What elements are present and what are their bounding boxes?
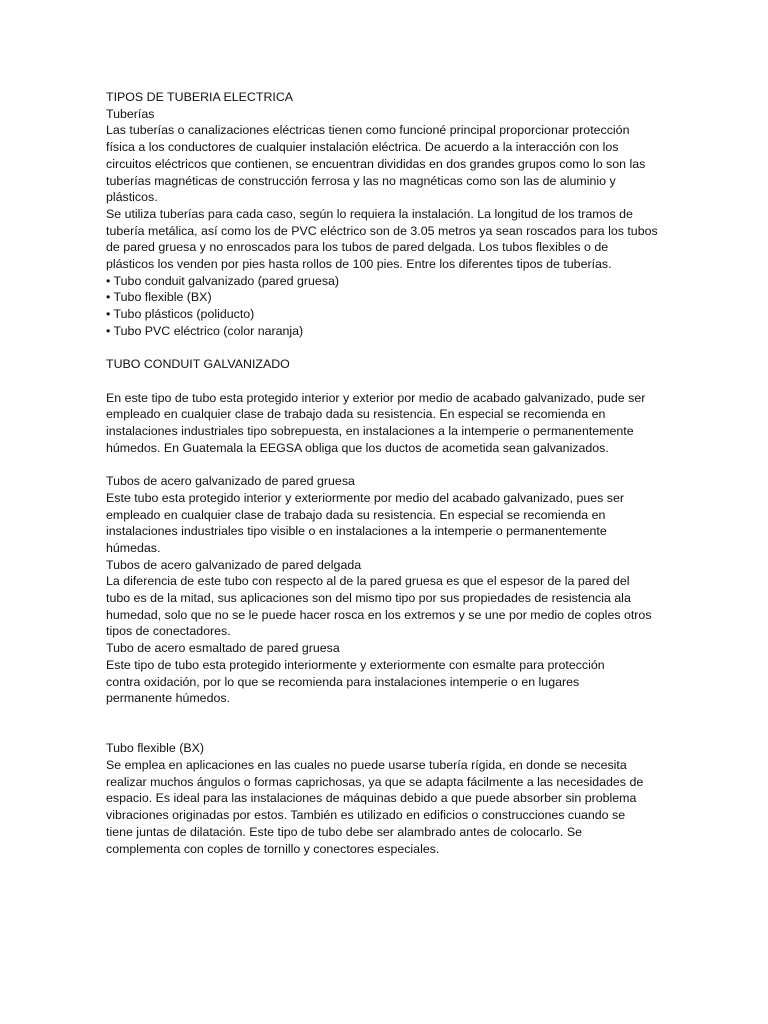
paragraph-line: permanente húmedos. bbox=[106, 691, 230, 706]
paragraph-line: Este tubo esta protegido interior y exteriormente por medio del acabado galvanizado, pues ser bbox=[106, 490, 624, 505]
paragraph-line: circuitos eléctricos que contienen, se encuentran divididas en dos grandes grupos como lo son las bbox=[106, 156, 646, 171]
paragraph-line: húmedos. En Guatemala la EEGSA obliga que los ductos de acometida sean galvanizados. bbox=[106, 440, 609, 455]
bullet-item: • Tubo flexible (BX) bbox=[106, 290, 212, 305]
paragraph-line: física a los conductores de cualquier instalación eléctrica. De acuerdo a la interacción con los bbox=[106, 140, 619, 155]
paragraph-line: realizar muchos ángulos o formas caprichosas, ya que se adapta fácilmente a las necesidades de bbox=[106, 774, 644, 789]
section-heading-flexible: Tubo flexible (BX) bbox=[106, 741, 205, 756]
bullet-item: • Tubo conduit galvanizado (pared gruesa) bbox=[106, 273, 340, 288]
paragraph-line: plásticos los venden por pies hasta rollos de 100 pies. Entre los diferentes tipos de tuberías. bbox=[106, 257, 612, 272]
paragraph-line: contra oxidación, por lo que se recomienda para instalaciones intemperie o en lugares bbox=[106, 674, 580, 689]
document-body bbox=[106, 89, 666, 857]
paragraph-line: instalaciones industriales tipo visible o en instalaciones a la intemperie o permanentemente bbox=[106, 524, 607, 539]
paragraph-line: tipos de conectadores. bbox=[106, 624, 231, 639]
paragraph-line: complementa con coples de tornillo y conectores especiales. bbox=[106, 841, 440, 856]
paragraph-line: La diferencia de este tubo con respecto al de la pared gruesa es que el espesor de la pared del bbox=[106, 574, 630, 589]
bullet-item: • Tubo plásticos (poliducto) bbox=[106, 307, 255, 322]
paragraph-line: tubo es de la mitad, sus aplicaciones son del mismo tipo por sus propiedades de resistencia ala bbox=[106, 591, 631, 606]
paragraph-line: plásticos. bbox=[106, 190, 158, 205]
blank-lines bbox=[106, 707, 666, 740]
paragraph-line: Las tuberías o canalizaciones eléctricas tienen como funcioné principal proporcionar protección bbox=[106, 123, 630, 138]
paragraph-line: instalaciones industriales tipo sobrepuesta, en instalaciones a la intemperie o permanentemente bbox=[106, 424, 634, 439]
paragraph-line: húmedas. bbox=[106, 540, 161, 555]
paragraph-line: vibraciones originadas por estos. También es utilizado en edificios o construcciones cuando se bbox=[106, 808, 626, 823]
paragraph-line: En este tipo de tubo esta protegido interior y exterior por medio de acabado galvanizado, pude ser bbox=[106, 390, 646, 405]
paragraph-line: Se emplea en aplicaciones en las cuales no puede usarse tubería rígida, en donde se necesita bbox=[106, 758, 627, 773]
paragraph-line: Se utiliza tuberías para cada caso, según lo requiera la instalación. La longitud de los tramos de bbox=[106, 206, 633, 221]
document-title: TIPOS DE TUBERIA ELECTRICA bbox=[106, 90, 294, 104]
paragraph-line: empleado en cualquier clase de trabajo dada su resistencia. En especial se recomienda en bbox=[106, 407, 606, 422]
paragraph-line: tiene juntas de dilatación. Este tipo de tubo debe ser alambrado antes de colocarlo. Se bbox=[106, 824, 582, 839]
paragraph-line: empleado en cualquier clase de trabajo dada su resistencia. En especial se recomienda en bbox=[106, 507, 606, 522]
blank-line bbox=[106, 373, 666, 390]
paragraph-line: Este tipo de tubo esta protegido interiormente y exteriormente con esmalte para protección bbox=[106, 657, 605, 672]
paragraph-line: tubería metálica, así como los de PVC eléctrico son de 3.05 metros ya sean roscados para los tubos bbox=[106, 223, 658, 238]
section-heading-pared-delgada: Tubos de acero galvanizado de pared delgada bbox=[106, 557, 362, 572]
paragraph-line: de pared gruesa y no enroscados para los tubos de pared delgada. Los tubos flexibles o de bbox=[106, 240, 609, 255]
bullet-item: • Tubo PVC eléctrico (color naranja) bbox=[106, 323, 304, 338]
blank-line bbox=[106, 340, 666, 357]
section-heading-tuberias: Tuberías bbox=[106, 106, 155, 121]
section-heading-esmaltado: Tubo de acero esmaltado de pared gruesa bbox=[106, 641, 340, 656]
paragraph-line: humedad, solo que no se le puede hacer rosca en los extremos y se une por medio de coples otros bbox=[106, 607, 652, 622]
section-heading-pared-gruesa: Tubos de acero galvanizado de pared gruesa bbox=[106, 474, 355, 489]
paragraph-line: espacio. Es ideal para las instalaciones de máquinas debido a que puede absorber sin problema bbox=[106, 791, 637, 806]
blank-line bbox=[106, 456, 666, 473]
section-heading-conduit: TUBO CONDUIT GALVANIZADO bbox=[106, 357, 290, 372]
paragraph-line: tuberías magnéticas de construcción ferrosa y las no magnéticas como son las de aluminio y bbox=[106, 173, 616, 188]
